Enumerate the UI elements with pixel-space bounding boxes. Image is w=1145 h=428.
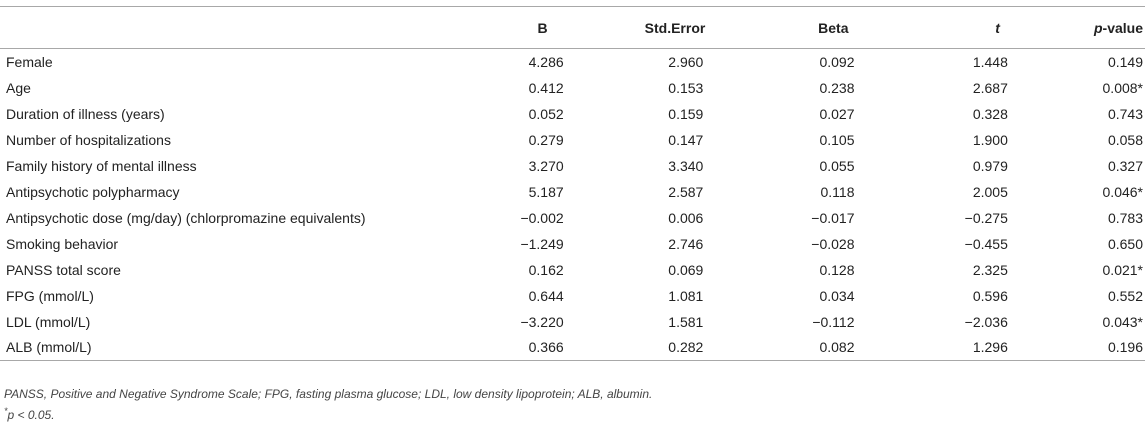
- cell-b: 0.412: [528, 79, 564, 96]
- cell-b: −1.249: [520, 235, 564, 252]
- cell-p-value: 0.021*: [1102, 261, 1143, 278]
- cell-t: 1.900: [972, 131, 1008, 148]
- table-row: [0, 101, 1145, 127]
- cell-p-value: 0.783: [1107, 209, 1143, 226]
- cell-beta: 0.128: [819, 261, 855, 278]
- cell-variable: Antipsychotic dose (mg/day) (chlorpromazine equivalents): [6, 209, 366, 226]
- table-header: [0, 7, 1145, 49]
- cell-p-value: 0.058: [1107, 131, 1143, 148]
- cell-b: 0.366: [420, 335, 566, 361]
- cell-b: 0.052: [528, 105, 564, 122]
- cell-b: −0.002: [520, 209, 564, 226]
- cell-beta: −0.017: [811, 209, 855, 226]
- cell-p-value: 0.008*: [1102, 79, 1143, 96]
- header-beta: Beta: [711, 7, 866, 49]
- cell-variable: PANSS total score: [6, 261, 121, 278]
- cell-t: 1.448: [972, 53, 1008, 70]
- cell-std-error: 0.069: [668, 261, 704, 278]
- cell-t: 1.296: [867, 335, 1010, 361]
- footnote-significance: [4, 403, 652, 424]
- cell-p-value: 0.327: [1107, 157, 1143, 174]
- cell-p-value: 0.196: [1010, 335, 1145, 361]
- table-body: [0, 49, 1145, 361]
- cell-variable: FPG (mmol/L): [6, 287, 94, 304]
- cell-std-error: 0.147: [668, 131, 704, 148]
- cell-beta: 0.082: [711, 335, 866, 361]
- table-row: [0, 127, 1145, 153]
- cell-beta: 0.055: [819, 157, 855, 174]
- table-row: [0, 49, 1145, 75]
- footnote-abbreviations: PANSS, Positive and Negative Syndrome Scale; FPG, fasting plasma glucose; LDL, low density lipoprotein; ALB, albumin.: [4, 387, 653, 401]
- cell-beta: −0.028: [811, 235, 855, 252]
- cell-beta: 0.105: [819, 131, 855, 148]
- cell-t: −0.455: [964, 235, 1008, 252]
- cell-std-error: 1.581: [668, 313, 704, 330]
- cell-t: 2.325: [972, 261, 1008, 278]
- cell-beta: 0.238: [819, 79, 855, 96]
- cell-b: 3.270: [528, 157, 564, 174]
- cell-beta: 0.027: [819, 105, 855, 122]
- header-variable: [0, 7, 420, 49]
- cell-variable: Smoking behavior: [6, 235, 119, 252]
- regression-table: [0, 6, 1145, 361]
- table-row: [0, 283, 1145, 309]
- header-p-italic: p: [1093, 19, 1103, 36]
- cell-b: 0.644: [528, 287, 564, 304]
- cell-variable: Female: [6, 53, 53, 70]
- cell-beta: 0.034: [819, 287, 855, 304]
- cell-variable: Number of hospitalizations: [6, 131, 171, 148]
- cell-beta: 0.092: [819, 53, 855, 70]
- footnote-significance-text: p < 0.05.: [7, 408, 55, 422]
- cell-b: −3.220: [520, 313, 564, 330]
- cell-std-error: 0.006: [668, 209, 704, 226]
- header-p-rest: -value: [1102, 19, 1143, 36]
- header-row: [0, 7, 1145, 49]
- cell-t: −0.275: [964, 209, 1008, 226]
- table-row: [0, 335, 1145, 361]
- cell-b: 0.279: [528, 131, 564, 148]
- cell-p-value: 0.552: [1107, 287, 1143, 304]
- cell-t: 2.005: [972, 183, 1008, 200]
- cell-variable: Antipsychotic polypharmacy: [6, 183, 180, 200]
- cell-p-value: 0.149: [1107, 53, 1143, 70]
- cell-std-error: 0.282: [566, 335, 712, 361]
- cell-b: 0.162: [528, 261, 564, 278]
- cell-p-value: 0.743: [1107, 105, 1143, 122]
- cell-p-value: 0.650: [1107, 235, 1143, 252]
- cell-t: 0.328: [972, 105, 1008, 122]
- footnote-marker: *: [4, 406, 8, 416]
- table-row: [0, 231, 1145, 257]
- cell-variable: LDL (mmol/L): [6, 313, 91, 330]
- cell-t: −2.036: [964, 313, 1008, 330]
- cell-std-error: 2.960: [668, 53, 704, 70]
- header-p-value: [1010, 7, 1145, 49]
- cell-p-value: 0.043*: [1102, 313, 1143, 330]
- cell-std-error: 3.340: [668, 157, 704, 174]
- table-row: [0, 205, 1145, 231]
- header-std-error: Std.Error: [566, 7, 712, 49]
- cell-variable: ALB (mmol/L): [0, 335, 420, 361]
- table-row: [0, 257, 1145, 283]
- cell-b: 5.187: [528, 183, 564, 200]
- cell-std-error: 0.153: [668, 79, 704, 96]
- cell-variable: Duration of illness (years): [6, 105, 165, 122]
- cell-beta: −0.112: [812, 313, 855, 330]
- cell-p-value: 0.046*: [1102, 183, 1143, 200]
- cell-t: 0.979: [972, 157, 1008, 174]
- cell-variable: Age: [6, 79, 31, 96]
- cell-t: 0.596: [972, 287, 1008, 304]
- table-row: [0, 179, 1145, 205]
- table-row: [0, 75, 1145, 101]
- cell-std-error: 1.081: [668, 287, 704, 304]
- table-row: [0, 309, 1145, 335]
- cell-t: 2.687: [972, 79, 1008, 96]
- cell-std-error: 2.587: [668, 183, 704, 200]
- cell-std-error: 2.746: [668, 235, 704, 252]
- cell-b: 4.286: [528, 53, 564, 70]
- table-row: [0, 153, 1145, 179]
- table-footnotes: [4, 386, 652, 424]
- cell-beta: 0.118: [820, 183, 855, 200]
- cell-std-error: 0.159: [668, 105, 704, 122]
- header-b: B: [420, 7, 566, 49]
- header-t: t: [867, 7, 1010, 49]
- cell-variable: Family history of mental illness: [6, 157, 197, 174]
